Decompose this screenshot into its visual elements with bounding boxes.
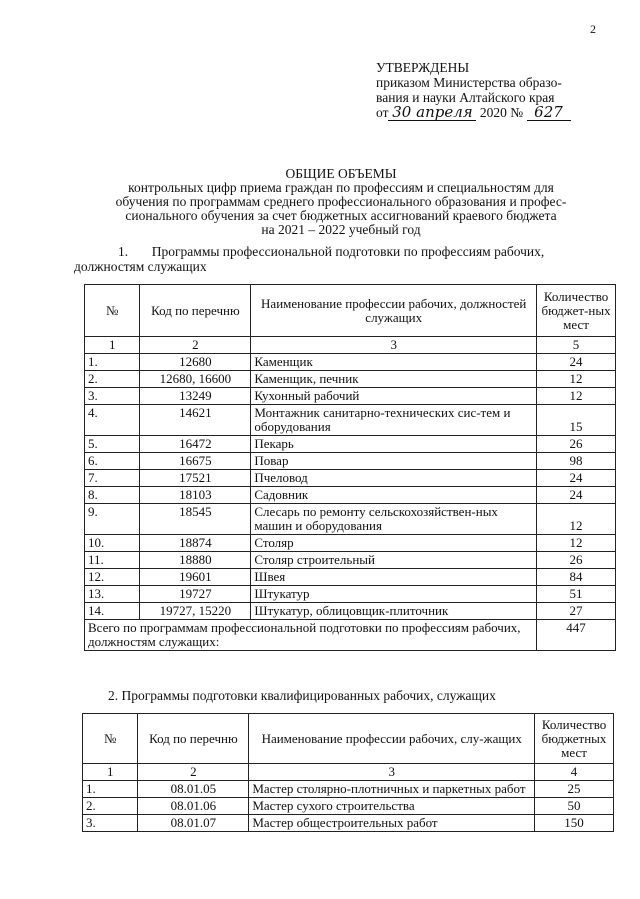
col-number: 2 — [138, 764, 249, 781]
table-row — [85, 487, 616, 504]
row-code: 16472 — [140, 436, 251, 453]
row-count: 24 — [537, 470, 616, 487]
approval-date-line — [376, 105, 571, 121]
row-number: 7. — [85, 470, 140, 487]
table-row — [85, 603, 616, 620]
row-name: Мастер столярно-плотничных и паркетных работ — [249, 781, 535, 798]
table-row — [85, 436, 616, 453]
row-count: 27 — [537, 603, 616, 620]
section-2-heading: 2. Программы подготовки квалифицированных рабочих, служащих — [108, 688, 496, 703]
row-name: Каменщик — [251, 354, 537, 371]
section-1-heading — [74, 244, 614, 274]
row-count: 51 — [537, 586, 616, 603]
header-code: Код по перечню — [140, 285, 251, 337]
table-row — [83, 815, 614, 832]
row-code: 12680, 16600 — [140, 371, 251, 388]
row-count: 26 — [537, 552, 616, 569]
approval-line-1: приказом Министерства образо- — [376, 75, 562, 90]
row-number: 1. — [83, 781, 138, 798]
table-row — [85, 569, 616, 586]
col-number: 2 — [140, 337, 251, 354]
row-code: 18880 — [140, 552, 251, 569]
row-number: 10. — [85, 535, 140, 552]
row-name: Столяр строительный — [251, 552, 537, 569]
table-row — [85, 371, 616, 388]
row-code: 17521 — [140, 470, 251, 487]
table-row — [83, 798, 614, 815]
title-line-3: сионального обучения за счет бюджетных ассигнований краевого бюджета — [125, 208, 557, 223]
row-count: 24 — [537, 487, 616, 504]
row-count: 25 — [535, 781, 614, 798]
row-code: 16675 — [140, 453, 251, 470]
title-line-1: контрольных цифр приема граждан по профессиям и специальностям для — [128, 180, 554, 195]
row-number: 11. — [85, 552, 140, 569]
title-heading: ОБЩИЕ ОБЪЕМЫ — [285, 166, 397, 181]
row-count: 150 — [535, 815, 614, 832]
row-name: Штукатур — [251, 586, 537, 603]
row-name: Мастер общестроительных работ — [249, 815, 535, 832]
row-code: 18874 — [140, 535, 251, 552]
row-count: 15 — [537, 405, 616, 436]
row-number: 8. — [85, 487, 140, 504]
row-count: 12 — [537, 388, 616, 405]
row-code: 19727 — [140, 586, 251, 603]
row-name: Швея — [251, 569, 537, 586]
header-num: № — [83, 714, 138, 764]
table-row — [85, 586, 616, 603]
row-number: 5. — [85, 436, 140, 453]
approval-line-2: вания и науки Алтайского края — [376, 90, 555, 105]
row-number: 13. — [85, 586, 140, 603]
table-row — [85, 470, 616, 487]
header-code: Код по перечню — [138, 714, 249, 764]
title-line-2: обучения по программам среднего профессионального образования и профес- — [115, 194, 567, 209]
row-name: Пекарь — [251, 436, 537, 453]
header-name: Наименование профессии рабочих, должностей служащих — [251, 285, 537, 337]
row-number: 14. — [85, 603, 140, 620]
header-count: Количество бюджетных мест — [535, 714, 614, 764]
row-code: 18103 — [140, 487, 251, 504]
row-name: Монтажник санитарно-технических сис-тем и оборудования — [251, 405, 537, 436]
row-count: 84 — [537, 569, 616, 586]
table-row — [85, 453, 616, 470]
col-number: 3 — [249, 764, 535, 781]
handwritten-date: 30 апреля — [388, 105, 476, 121]
row-number: 1. — [85, 354, 140, 371]
row-number: 2. — [83, 798, 138, 815]
approval-prefix: от — [376, 105, 389, 120]
row-number: 4. — [85, 405, 140, 436]
table-row — [85, 504, 616, 535]
header-num: № — [85, 285, 140, 337]
row-count: 12 — [537, 504, 616, 535]
row-code: 08.01.06 — [138, 798, 249, 815]
row-code: 08.01.07 — [138, 815, 249, 832]
title-line-4: на 2021 – 2022 учебный год — [261, 222, 421, 237]
header-count: Количество бюджет-ных мест — [537, 285, 616, 337]
table-row — [85, 354, 616, 371]
row-count: 26 — [537, 436, 616, 453]
row-number: 12. — [85, 569, 140, 586]
row-code: 08.01.05 — [138, 781, 249, 798]
row-count: 12 — [537, 371, 616, 388]
table-row — [85, 535, 616, 552]
page-number: 2 — [590, 22, 596, 36]
row-code: 19601 — [140, 569, 251, 586]
table-row — [85, 388, 616, 405]
approval-year: 2020 № — [479, 105, 524, 120]
row-number: 9. — [85, 504, 140, 535]
row-code: 18545 — [140, 504, 251, 535]
row-name: Садовник — [251, 487, 537, 504]
col-number: 5 — [537, 337, 616, 354]
table-row — [85, 552, 616, 569]
row-name: Штукатур, облицовщик-плиточник — [251, 603, 537, 620]
col-number: 1 — [85, 337, 140, 354]
row-code: 13249 — [140, 388, 251, 405]
section-1-heading-line-1: 1. Программы профессиональной подготовки по профессиям рабочих, — [118, 244, 545, 259]
row-count: 50 — [535, 798, 614, 815]
row-code: 12680 — [140, 354, 251, 371]
row-name: Мастер сухого строительства — [249, 798, 535, 815]
row-count: 24 — [537, 354, 616, 371]
section-1-heading-line-2: должностям служащих — [74, 259, 207, 274]
total-label: Всего по программам профессиональной подготовки по профессиям рабочих, должностям служащих: — [85, 620, 537, 651]
col-number: 1 — [83, 764, 138, 781]
approval-heading: УТВЕРЖДЕНЫ — [376, 60, 470, 75]
table-1 — [84, 284, 616, 651]
total-value: 447 — [537, 620, 616, 651]
header-name: Наименование профессии рабочих, слу-жащих — [249, 714, 535, 764]
row-code: 14621 — [140, 405, 251, 436]
row-name: Повар — [251, 453, 537, 470]
col-number: 4 — [535, 764, 614, 781]
row-name: Столяр — [251, 535, 537, 552]
col-number: 3 — [251, 337, 537, 354]
row-name: Пчеловод — [251, 470, 537, 487]
row-number: 3. — [85, 388, 140, 405]
row-count: 98 — [537, 453, 616, 470]
row-name: Каменщик, печник — [251, 371, 537, 388]
row-number: 6. — [85, 453, 140, 470]
approval-block — [376, 60, 571, 121]
table-row — [85, 405, 616, 436]
table-2 — [82, 713, 614, 832]
row-count: 12 — [537, 535, 616, 552]
row-code: 19727, 15220 — [140, 603, 251, 620]
row-number: 2. — [85, 371, 140, 388]
table-row — [83, 781, 614, 798]
row-name: Слесарь по ремонту сельскохозяйствен-ных машин и оборудования — [251, 504, 537, 535]
row-number: 3. — [83, 815, 138, 832]
row-name: Кухонный рабочий — [251, 388, 537, 405]
document-title — [70, 167, 612, 237]
handwritten-number: 627 — [527, 105, 571, 121]
